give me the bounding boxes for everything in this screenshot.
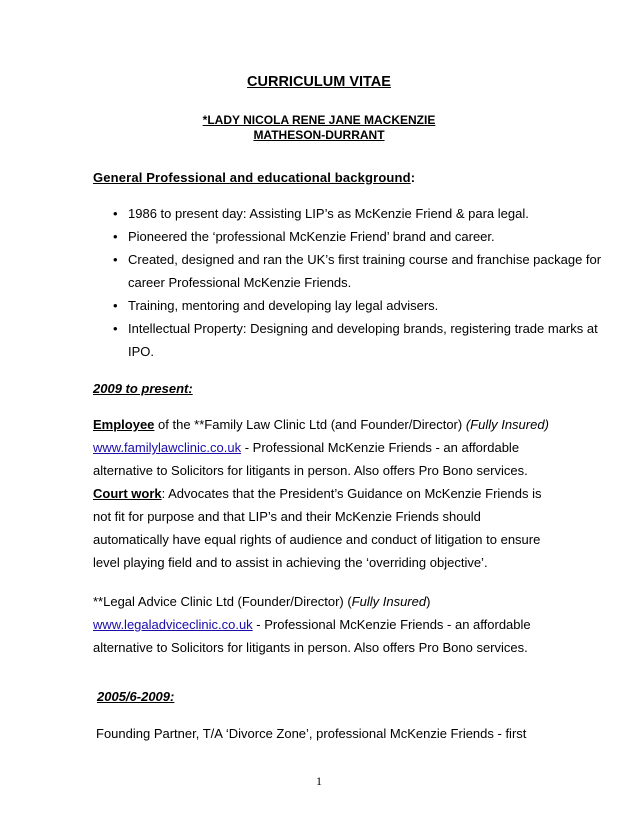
legal-advice-clinic-link[interactable]: www.legaladviceclinic.co.uk	[93, 617, 253, 632]
person-name-line-1: *LADY NICOLA RENE JANE MACKENZIE	[202, 113, 436, 127]
employee-text: of the **Family Law Clinic Ltd (and Founder/Director)	[154, 417, 466, 432]
bullet-item: • 1986 to present day: Assisting LIP’s as McKenzie Friend & para legal.	[93, 202, 613, 225]
general-background-heading	[93, 170, 415, 185]
bullet-item: • Training, mentoring and developing lay legal advisers.	[93, 294, 613, 317]
divorce-zone-paragraph: Founding Partner, T/A ‘Divorce Zone’, professional McKenzie Friends - first	[96, 726, 527, 741]
section-2009-heading-text: 2009 to present	[93, 381, 189, 396]
court-work-text: : Advocates that the President’s Guidance on McKenzie Friends is not fit for purpose and that LIP’s and their McKenzie Friends should automatically have equal rights of audience and conduct of litigation to ensure level playing field and to assist in achieving the ‘overriding objective’.	[93, 486, 542, 570]
page-number: 1	[316, 774, 322, 788]
legal-advice-text: **Legal Advice Clinic Ltd (Founder/Director) (	[93, 594, 352, 609]
section-2009-heading	[93, 381, 193, 396]
section-2009-heading-colon: :	[188, 381, 193, 396]
court-work-label: Court work	[93, 486, 162, 501]
cv-title: CURRICULUM VITAE	[247, 74, 391, 90]
employee-insured: (Fully Insured)	[465, 417, 549, 432]
employee-label: Employee	[93, 417, 155, 432]
bullet-item: • Pioneered the ‘professional McKenzie Friend’ brand and career.	[93, 225, 613, 248]
person-name	[0, 113, 638, 143]
background-bullet-list	[93, 202, 613, 363]
person-name-line-2: MATHESON-DURRANT	[253, 128, 385, 142]
general-background-heading-colon: :	[410, 170, 416, 185]
legal-advice-insured: Fully Insured	[351, 594, 427, 609]
section-2005-heading: 2005/6-2009:	[97, 689, 175, 704]
family-law-clinic-text: - Professional McKenzie Friends - an affordable alternative to Solicitors for litigants in person. Also offers Pro Bono services.	[93, 440, 528, 478]
bullet-item: • Intellectual Property: Designing and developing brands, registering trade marks at IPO.	[93, 317, 613, 363]
legal-advice-paragraph	[93, 590, 548, 659]
general-background-heading-text: General Professional and educational background	[93, 170, 411, 185]
legal-advice-tail: - Professional McKenzie Friends - an affordable alternative to Solicitors for litigants in person. Also offers Pro Bono services.	[93, 617, 531, 655]
legal-advice-close: )	[426, 594, 431, 609]
employee-paragraph	[93, 413, 558, 482]
bullet-item: • Created, designed and ran the UK’s first training course and franchise package for career Professional McKenzie Friends.	[93, 248, 613, 294]
court-work-paragraph	[93, 482, 551, 574]
family-law-clinic-link[interactable]: www.familylawclinic.co.uk	[93, 440, 242, 455]
